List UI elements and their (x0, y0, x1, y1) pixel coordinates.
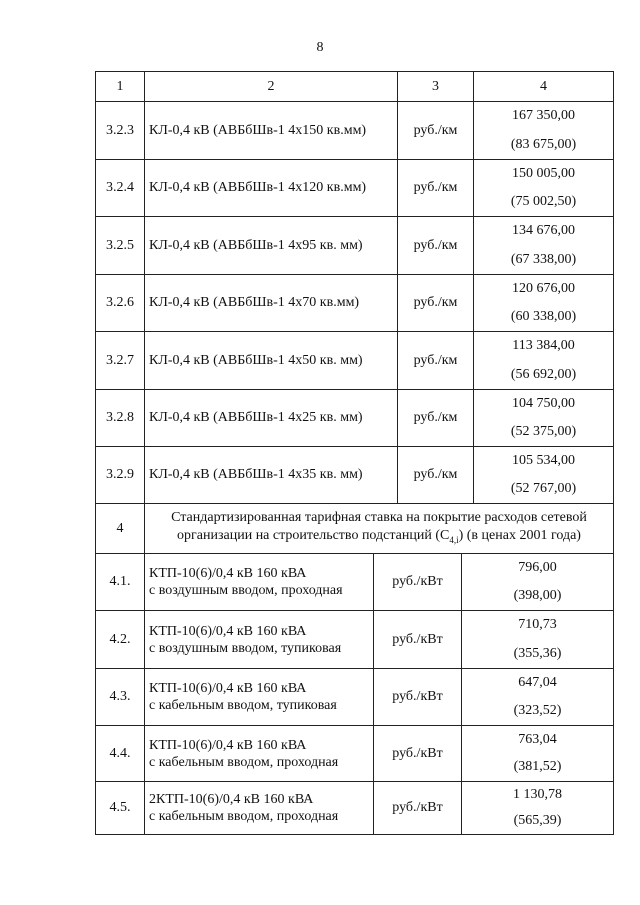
row-number: 3.2.5 (95, 217, 144, 274)
value-main: 167 350,00 (512, 108, 575, 124)
row-name: КЛ-0,4 кВ (АВБбШв-1 4х35 кв. мм) (144, 447, 397, 503)
row-number: 3.2.4 (95, 160, 144, 216)
header-col-4: 4 (473, 72, 614, 101)
row-name: КЛ-0,4 кВ (АВБбШв-1 4х25 кв. мм) (144, 390, 397, 446)
table-header-row (95, 71, 614, 101)
table-row (95, 553, 614, 610)
row-name: КЛ-0,4 кВ (АВБбШв-1 4х50 кв. мм) (144, 332, 397, 389)
value-paren: (381,52) (513, 759, 562, 775)
section-title (144, 504, 614, 553)
table-row (95, 159, 614, 216)
row-name: КТП-10(6)/0,4 кВ 160 кВА с кабельным вводом, тупиковая (144, 669, 373, 725)
value-main: 104 750,00 (512, 396, 575, 411)
row-number: 3.2.7 (95, 332, 144, 389)
row-name: КЛ-0,4 кВ (АВБбШв-1 4х150 кв.мм) (144, 102, 397, 159)
value-paren: (52 767,00) (510, 481, 577, 496)
value-paren: (398,00) (513, 588, 562, 603)
row-number: 4.5. (95, 782, 144, 834)
table-row (95, 668, 614, 725)
header-col-1: 1 (95, 72, 144, 101)
section-title-text: Стандартизированная тарифная ставка на покрытие расходов сетевой организации на строительство подстанций $(С_{4,i})$ (в ценах 2001 года) (171, 509, 587, 545)
table-row (95, 331, 614, 389)
value-main: 1 130,78 (513, 787, 562, 802)
row-value (473, 390, 614, 446)
section-4-row (95, 503, 614, 553)
row-name: КТП-10(6)/0,4 кВ 160 кВА с кабельным вводом, проходная (144, 726, 373, 781)
table-row (95, 446, 614, 503)
value-paren: (60 338,00) (510, 309, 577, 324)
value-paren: (565,39) (513, 813, 562, 828)
table-row (95, 725, 614, 781)
row-unit: руб./кВт (373, 611, 461, 668)
row-number: 3.2.3 (95, 102, 144, 159)
row-number: 4.3. (95, 669, 144, 725)
value-paren: (323,52) (513, 703, 562, 718)
row-value (473, 160, 614, 216)
row-number: 3.2.6 (95, 275, 144, 331)
row-unit: руб./кВт (373, 726, 461, 781)
row-value (461, 726, 614, 781)
value-main: 763,04 (518, 731, 557, 747)
table-row (95, 216, 614, 274)
value-paren: (67 338,00) (510, 251, 577, 267)
value-main: 647,04 (518, 675, 557, 690)
section-number: 4 (95, 504, 144, 553)
value-main: 150 005,00 (512, 166, 575, 181)
row-name: КТП-10(6)/0,4 кВ 160 кВА с воздушным вводом, тупиковая (144, 611, 373, 668)
value-paren: (56 692,00) (510, 366, 577, 382)
row-number: 4.4. (95, 726, 144, 781)
value-main: 105 534,00 (512, 453, 575, 468)
page-number: 8 (316, 40, 324, 55)
table-row (95, 101, 614, 159)
row-name: 2КТП-10(6)/0,4 кВ 160 кВА с кабельным вводом, проходная (144, 782, 373, 834)
value-main: 134 676,00 (512, 223, 575, 239)
value-paren: (75 002,50) (510, 194, 577, 209)
row-name: КТП-10(6)/0,4 кВ 160 кВА с воздушным вводом, проходная (144, 554, 373, 610)
row-unit: руб./км (397, 275, 473, 331)
value-paren: (52 375,00) (510, 424, 577, 439)
value-main: 113 384,00 (512, 338, 575, 354)
row-value (461, 611, 614, 668)
row-number: 4.2. (95, 611, 144, 668)
header-col-2: 2 (144, 72, 397, 101)
value-main: 120 676,00 (512, 281, 575, 296)
row-value (461, 554, 614, 610)
row-name: КЛ-0,4 кВ (АВБбШв-1 4х95 кв. мм) (144, 217, 397, 274)
row-unit: руб./км (397, 447, 473, 503)
row-number: 3.2.9 (95, 447, 144, 503)
value-main: 710,73 (518, 617, 557, 633)
value-paren: (355,36) (513, 645, 562, 661)
row-unit: руб./км (397, 390, 473, 446)
row-unit: руб./км (397, 160, 473, 216)
row-unit: руб./кВт (373, 554, 461, 610)
tariff-table (95, 71, 614, 835)
row-value (473, 102, 614, 159)
row-unit: руб./км (397, 102, 473, 159)
row-value (473, 275, 614, 331)
row-number: 3.2.8 (95, 390, 144, 446)
row-name: КЛ-0,4 кВ (АВБбШв-1 4х70 кв.мм) (144, 275, 397, 331)
row-value (473, 217, 614, 274)
table-row (95, 274, 614, 331)
value-paren: (83 675,00) (510, 136, 577, 152)
row-value (461, 669, 614, 725)
row-value (473, 447, 614, 503)
row-unit: руб./км (397, 217, 473, 274)
value-main: 796,00 (518, 560, 557, 575)
row-number: 4.1. (95, 554, 144, 610)
row-unit: руб./км (397, 332, 473, 389)
header-col-3: 3 (397, 72, 473, 101)
row-name: КЛ-0,4 кВ (АВБбШв-1 4х120 кв.мм) (144, 160, 397, 216)
table-row (95, 610, 614, 668)
table-row (95, 781, 614, 835)
row-value (473, 332, 614, 389)
row-unit: руб./кВт (373, 669, 461, 725)
row-unit: руб./кВт (373, 782, 461, 834)
table-row (95, 389, 614, 446)
row-value (461, 782, 614, 834)
